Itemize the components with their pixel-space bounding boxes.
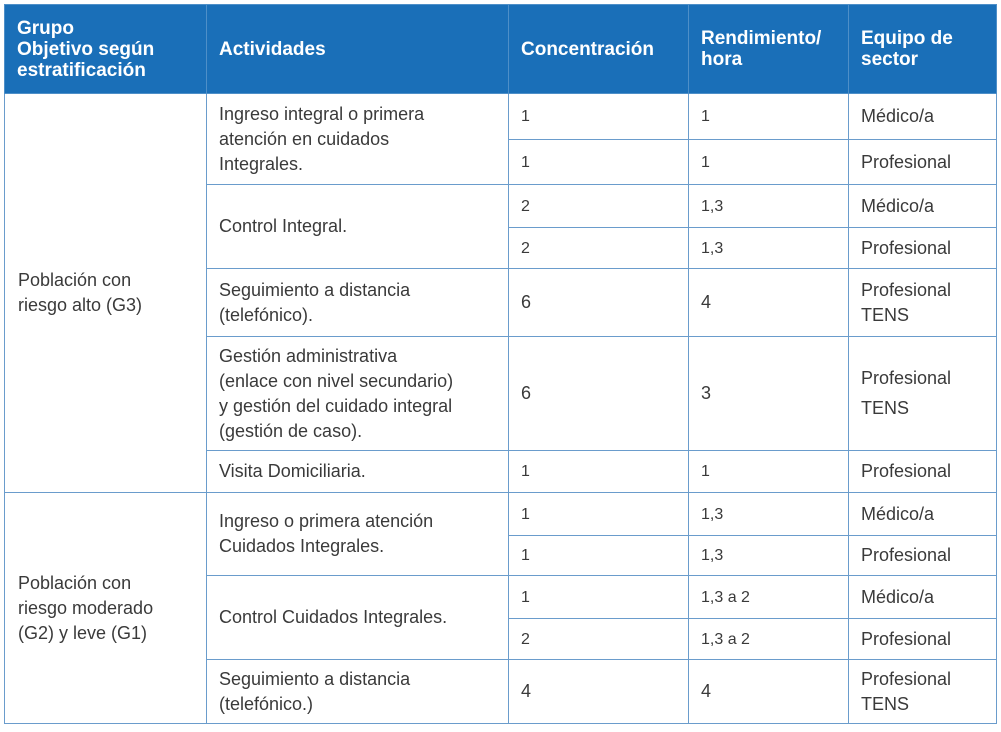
group-label-line2: riesgo moderado — [18, 597, 154, 618]
activity-line: Visita Domiciliaria. — [219, 461, 366, 481]
rendimiento-cell: 1,3 — [689, 185, 849, 228]
activity-line: Ingreso integral o primera — [219, 103, 425, 124]
concentracion-cell: 1 — [509, 493, 689, 536]
equipo-cell: Profesional — [849, 228, 997, 269]
group-label-line1: Población con — [18, 572, 132, 593]
equipo-line: TENS — [861, 693, 910, 714]
rendimiento-cell: 4 — [689, 269, 849, 337]
activity-cell — [207, 269, 509, 337]
table-row — [5, 493, 997, 536]
activity-line: Control Integral. — [219, 216, 348, 236]
activity-cell — [207, 493, 509, 576]
group-label-line2: riesgo alto (G3) — [18, 295, 143, 315]
activity-line: Gestión administrativa — [219, 345, 398, 366]
concentracion-cell: 2 — [509, 619, 689, 660]
header-rendimiento — [689, 5, 849, 94]
header-concentracion: Concentración — [509, 5, 689, 94]
activity-cell — [207, 185, 509, 269]
activity-cell — [207, 451, 509, 493]
activity-cell — [207, 94, 509, 185]
group-label-line3: (G2) y leve (G1) — [18, 622, 148, 643]
activity-line: (telefónico). — [219, 304, 314, 325]
equipo-cell: Médico/a — [849, 493, 997, 536]
activity-cell — [207, 337, 509, 451]
activity-line: atención en cuidados — [219, 128, 390, 149]
equipo-line: Profesional — [861, 668, 952, 689]
rendimiento-cell: 1,3 a 2 — [689, 619, 849, 660]
header-equipo-line2: sector — [861, 49, 919, 70]
equipo-cell: Médico/a — [849, 185, 997, 228]
header-actividades: Actividades — [207, 5, 509, 94]
activity-line: Seguimiento a distancia — [219, 668, 411, 689]
rendimiento-cell: 1,3 — [689, 228, 849, 269]
equipo-line: TENS — [861, 398, 910, 418]
equipo-cell: Médico/a — [849, 576, 997, 619]
header-grupo-line2: Objetivo según — [17, 38, 155, 60]
equipo-cell: Profesional — [849, 140, 997, 185]
group-cell — [5, 94, 207, 493]
table-row — [5, 94, 997, 140]
rendimiento-cell: 3 — [689, 337, 849, 451]
rendimiento-cell: 1 — [689, 140, 849, 185]
activity-line: Control Cuidados Integrales. — [219, 607, 448, 627]
activity-line: (gestión de caso). — [219, 420, 363, 441]
equipo-line: Profesional — [861, 279, 952, 300]
header-grupo — [5, 5, 207, 94]
rendimiento-cell: 1,3 — [689, 536, 849, 576]
group-label-line1: Población con — [18, 270, 132, 290]
concentracion-cell: 1 — [509, 536, 689, 576]
equipo-cell: Profesional — [849, 451, 997, 493]
equipo-cell: Profesional — [849, 536, 997, 576]
rendimiento-cell: 1,3 — [689, 493, 849, 536]
equipo-cell: Médico/a — [849, 94, 997, 140]
concentracion-cell: 1 — [509, 576, 689, 619]
rendimiento-cell: 1 — [689, 94, 849, 140]
equipo-cell: Profesional — [849, 619, 997, 660]
activity-line: (enlace con nivel secundario) — [219, 370, 454, 391]
activity-line: Integrales. — [219, 153, 304, 174]
header-rendimiento-line1: Rendimiento/ — [701, 28, 822, 49]
rendimiento-cell: 1,3 a 2 — [689, 576, 849, 619]
concentracion-cell: 1 — [509, 140, 689, 185]
activity-cell — [207, 576, 509, 660]
activity-line: Ingreso o primera atención — [219, 511, 434, 531]
rendimiento-cell: 4 — [689, 660, 849, 724]
header-grupo-line1: Grupo — [17, 17, 74, 39]
concentracion-cell: 2 — [509, 228, 689, 269]
equipo-line: Profesional — [861, 368, 952, 388]
concentracion-cell: 1 — [509, 94, 689, 140]
equipo-cell — [849, 660, 997, 724]
equipo-line: TENS — [861, 304, 910, 325]
header-row — [5, 5, 997, 94]
header-equipo-line1: Equipo de — [861, 28, 953, 49]
activities-table — [4, 4, 997, 724]
header-equipo — [849, 5, 997, 94]
equipo-cell — [849, 269, 997, 337]
header-rendimiento-line2: hora — [701, 49, 743, 70]
activity-cell — [207, 660, 509, 724]
group-cell — [5, 493, 207, 724]
activity-line: y gestión del cuidado integral — [219, 395, 453, 416]
concentracion-cell: 6 — [509, 337, 689, 451]
equipo-cell — [849, 337, 997, 451]
concentracion-cell: 2 — [509, 185, 689, 228]
activity-line: Cuidados Integrales. — [219, 536, 385, 556]
concentracion-cell: 4 — [509, 660, 689, 724]
activity-line: Seguimiento a distancia — [219, 279, 411, 300]
activity-line: (telefónico.) — [219, 693, 314, 714]
header-grupo-line3: estratificación — [17, 59, 146, 81]
rendimiento-cell: 1 — [689, 451, 849, 493]
concentracion-cell: 6 — [509, 269, 689, 337]
concentracion-cell: 1 — [509, 451, 689, 493]
